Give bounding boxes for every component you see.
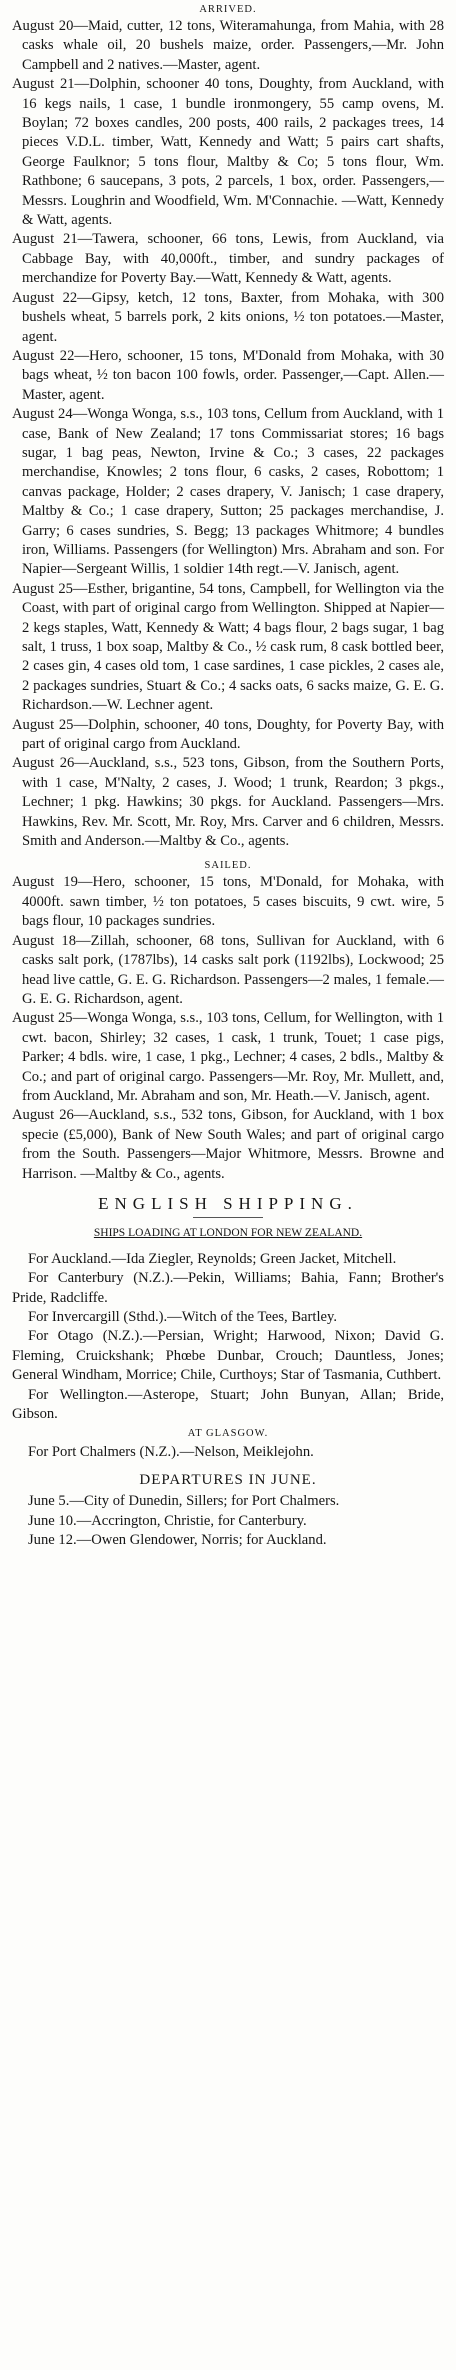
english-shipping-title: ENGLISH SHIPPING.: [98, 1193, 358, 1213]
arrival-entry: August 24—Wonga Wonga, s.s., 103 tons, Cellum from Auckland, with 1 case, Bank of New Zealand; 17 tons Commissariat stores; 16 bags sugar, 1 bag peas, Newton, Irvine & Co.; 3 cases, 22 packages merchandise, Knowles; 2 tons flour, 6 casks, 2 cases, Robottom; 1 canvas package, Holder; 2 cases drapery, V. Janisch; 1 case drapery, Maltby & Co.; 1 case drapery, Sutton; 25 packages merchandise, J. Garry; 6 cases sundries, S. Begg; 13 packages Whitmore; 4 bundles iron, Williams. Passengers (for Wellington) Mrs. Abraham and son. For Napier—Sergeant Willis, 1 soldier 14th regt.—V. Janisch, agent.: [12, 406, 444, 578]
arrival-entry: August 26—Auckland, s.s., 523 tons, Gibson, from the Southern Ports, with 1 case, M'Nalty, 2 cases, J. Wood; 1 trunk, Reardon; 3 pkgs., Lechner; 1 pkg. Hawkins; 30 pkgs. for Auckland. Passengers—Mrs. Hawkins, Rev. Mr. Scott, Mr. Roy, Mrs. Carver and 6 children, Messrs. Smith and Anderson.—Maltby & Co., agents.: [12, 755, 444, 850]
arrived-heading: ARRIVED.: [199, 4, 257, 15]
glasgow-heading: AT GLASGOW.: [187, 1428, 269, 1440]
departure-entry: June 10.—Accrington, Christie, for Canterbury.: [28, 1512, 307, 1529]
section-spacer: [12, 851, 444, 859]
sailed-heading: SAILED.: [204, 860, 252, 872]
port-listing: For Otago (N.Z.).—Persian, Wright; Harwood, Nixon; David G. Fleming, Cruickshank; Phœbe Dunbar, Crouch; Dauntless, Jones; General Windham, Morrice; Chile, Curthoys; Star of Tasmania, Cuthbert.: [12, 1328, 444, 1384]
departure-entry: June 12.—Owen Glendower, Norris; for Auckland.: [28, 1532, 327, 1549]
port-listing: For Invercargill (Sthd.).—Witch of the Tees, Bartley.: [28, 1309, 337, 1325]
arrival-entry: August 21—Tawera, schooner, 66 tons, Lewis, from Auckland, via Cabbage Bay, with 40,000ft., timber, and sundry packages of merchandize for Poverty Bay.—Watt, Kennedy & Watt, agents.: [12, 231, 444, 287]
divider-rule: [193, 1217, 263, 1218]
ships-loading-subheading: SHIPS LOADING AT LONDON FOR NEW ZEALAND.: [93, 1227, 363, 1240]
arrival-entry: August 25—Esther, brigantine, 54 tons, Campbell, for Wellington via the Coast, with part of original cargo from Wellington. Shipped at Napier—2 kegs staples, Watt, Kennedy & Watt; 4 bags flour, 2 bags sugar, 1 bag salt, 1 truss, 1 box soap, Maltby & Co., ½ cask rum, 8 cask bottled beer, 2 cases gin, 4 cases old tom, 1 case sardines, 1 case pickles, 2 cases ale, 2 packages sundries, Stuart & Co.; 4 sacks oats, 6 sacks maize, G. E. G. Richardson.—W. Lechner agent.: [12, 580, 444, 714]
sailing-entry: August 19—Hero, schooner, 15 tons, M'Donald, for Mohaka, with 4000ft. sawn timber, ½ ton potatoes, 5 cases biscuits, 9 cwt. wire, 5 bags flour, 10 packages sundries.: [12, 874, 444, 930]
port-listing: For Wellington.—Asterope, Stuart; John Bunyan, Allan; Bride, Gibson.: [12, 1386, 444, 1423]
arrival-entry: August 25—Dolphin, schooner, 40 tons, Doughty, for Poverty Bay, with part of original cargo from Auckland.: [12, 716, 444, 753]
arrival-entry: August 22—Hero, schooner, 15 tons, M'Donald from Mohaka, with 30 bags wheat, ½ ton bacon 100 fowls, order. Passenger,—Capt. Allen.— Master, agent.: [12, 347, 444, 403]
port-listing: For Canterbury (N.Z.).—Pekin, Williams; Bahia, Fann; Brother's Pride, Radcliffe.: [12, 1270, 444, 1306]
arrival-entry: August 20—Maid, cutter, 12 tons, Witeramahunga, from Mahia, with 28 casks whale oil, 20 bushels maize, order. Passengers,—Mr. John Campbell and 2 natives.—Master, agent.: [12, 18, 444, 73]
sailing-entry: August 18—Zillah, schooner, 68 tons, Sullivan for Auckland, with 6 casks salt pork, (1787lbs), 14 casks salt pork (1192lbs), Lockwood; 25 head live cattle, G. E. G. Richardson. Passengers—2 males, 1 female.—G. E. G. Richardson, agent.: [12, 932, 444, 1007]
sailing-entry: August 25—Wonga Wonga, s.s., 103 tons, Cellum, for Wellington, with 1 cwt. bacon, Shirley; 32 cases, 1 cask, 1 trunk, Touet; 1 case pigs, Parker; 4 bdls. wire, 1 case, 1 pkg., Lechner; 4 cases, 2 bdls., Maltby & Co.; and part of original cargo. Passengers—Mr. Roy, Mr. Mullett, and, from Auckland, Mr. Abraham and son, Mr. Heath.—V. Janisch, agent.: [12, 1010, 444, 1104]
sailing-entry: August 26—Auckland, s.s., 532 tons, Gibson, for Auckland, with 1 box specie (£5,000), Bank of New South Wales; and part of original cargo from the South. Passengers—Major Whitmore, Messrs. Browne and Harrison. —Maltby & Co., agents.: [12, 1107, 444, 1182]
departure-entry: June 5.—City of Dunedin, Sillers; for Port Chalmers.: [28, 1493, 340, 1510]
port-listing: For Port Chalmers (N.Z.).—Nelson, Meiklejohn.: [28, 1444, 314, 1461]
arrival-entry: August 22—Gipsy, ketch, 12 tons, Baxter, from Mohaka, with 300 bushels wheat, 5 barrels pork, 2 kits onions, ½ ton potatoes.—Master, agent.: [12, 289, 444, 345]
departures-heading: DEPARTURES IN JUNE.: [139, 1471, 317, 1488]
port-listing: For Auckland.—Ida Ziegler, Reynolds; Green Jacket, Mitchell.: [28, 1250, 397, 1267]
arrival-entry: August 21—Dolphin, schooner 40 tons, Doughty, from Auckland, with 16 kegs nails, 1 case, 1 bundle ironmongery, 55 camp ovens, M. Boylan; 72 boxes candles, 200 posts, 400 rails, 2 packages trees, 14 pieces V.D.L. timber, Watt, Kennedy and Watt; 5 pairs cart shafts, George Faulknor; 5 tons flour, Maltby & Co; 5 tons flour, Wm. Rathbone; 6 saucepans, 3 pots, 2 parcels, 1 box, order. Passengers,—Messrs. Loughrin and Woodfield, Wm. M'Connachie. —Watt, Kennedy & Watt, agents.: [12, 76, 444, 229]
